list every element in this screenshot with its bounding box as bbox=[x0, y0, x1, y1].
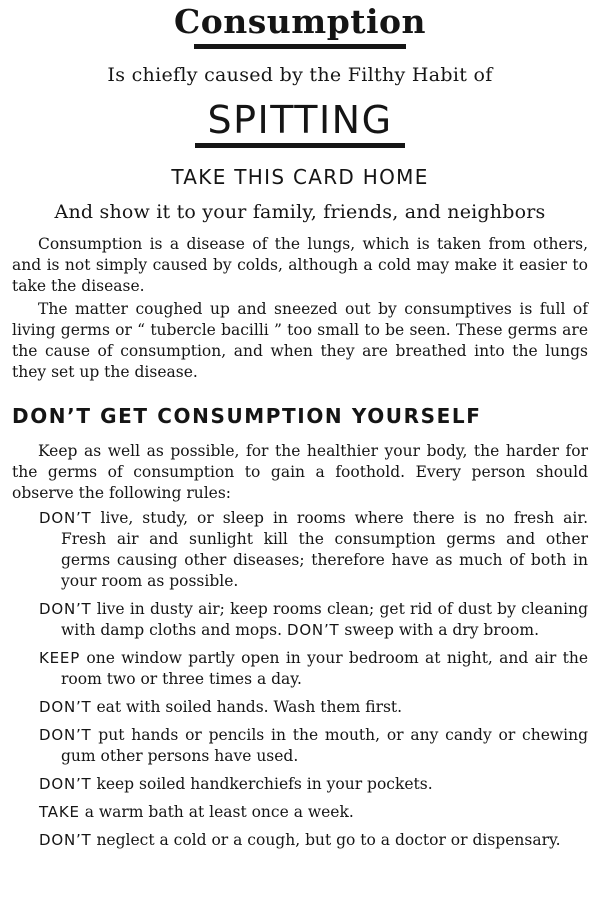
section-intro: Keep as well as possible, for the healthier your body, the harder for the germs of consumption to gain a foothold. Every person should observe the following rules: bbox=[12, 442, 588, 502]
headline-rule bbox=[195, 143, 405, 148]
rule-keyword: DON’T bbox=[286, 621, 340, 639]
rule-item bbox=[39, 802, 588, 823]
rule-text: one window partly open in your bedroom at night, and air the room two or three times a day. bbox=[61, 649, 588, 688]
rule-keyword: DON’T bbox=[39, 831, 92, 849]
rule-keyword: DON’T bbox=[39, 698, 92, 716]
rule-item bbox=[39, 648, 588, 690]
rule-text: put hands or pencils in the mouth, or any candy or chewing gum other persons have used. bbox=[61, 726, 588, 765]
rule-text: live in dusty air; keep rooms clean; get rid of dust by cleaning with damp cloths and mops. bbox=[61, 600, 588, 639]
rule-text: eat with soiled hands. Wash them first. bbox=[91, 698, 403, 716]
title-rule bbox=[194, 44, 406, 49]
rules-list bbox=[39, 508, 588, 851]
rule-keyword: DON’T bbox=[39, 726, 92, 744]
rule-item bbox=[39, 697, 588, 718]
rule-item bbox=[39, 725, 588, 767]
rule-text: a warm bath at least once a week. bbox=[79, 803, 354, 821]
take-home-heading: TAKE THIS CARD HOME bbox=[171, 165, 429, 189]
rule-keyword: DON’T bbox=[39, 775, 92, 793]
rule-text: neglect a cold or a cough, but go to a doctor or dispensary. bbox=[91, 831, 561, 849]
rule-keyword: DON’T bbox=[39, 600, 92, 618]
title-underline bbox=[42, 42, 558, 49]
intro-paragraph: Consumption is a disease of the lungs, which is taken from others, and is not simply caused by colds, although a cold may make it easier to take the disease. bbox=[12, 235, 588, 295]
section-heading: DON’T GET CONSUMPTION YOURSELF bbox=[12, 404, 482, 428]
page-title: Consumption bbox=[173, 2, 427, 41]
rule-text: sweep with a dry broom. bbox=[339, 621, 539, 639]
rule-text: keep soiled handkerchiefs in your pockets. bbox=[91, 775, 433, 793]
show-it-line: And show it to your family, friends, and neighbors bbox=[54, 201, 546, 223]
rule-keyword: DON’T bbox=[39, 509, 92, 527]
subtitle: Is chiefly caused by the Filthy Habit of bbox=[107, 64, 493, 86]
rule-keyword: TAKE bbox=[39, 803, 80, 821]
rule-item bbox=[39, 830, 588, 851]
rule-item bbox=[39, 774, 588, 795]
rule-item bbox=[39, 508, 588, 592]
intro-paragraph: The matter coughed up and sneezed out by consumptives is full of living germs or “ tubercle bacilli ” too small to be seen. These germs are the cause of consumption, and when they are breathed into the lungs they set up the disease. bbox=[12, 300, 588, 381]
headline: SPITTING bbox=[207, 98, 393, 142]
rule-text: live, study, or sleep in rooms where there is no fresh air. Fresh air and sunlight kill the consumption germs and other germs causing other diseases; therefore have as much of both in your room as possible. bbox=[61, 509, 588, 590]
rule-keyword: KEEP bbox=[39, 649, 81, 667]
headline-underline bbox=[42, 142, 558, 148]
rule-item bbox=[39, 599, 588, 641]
